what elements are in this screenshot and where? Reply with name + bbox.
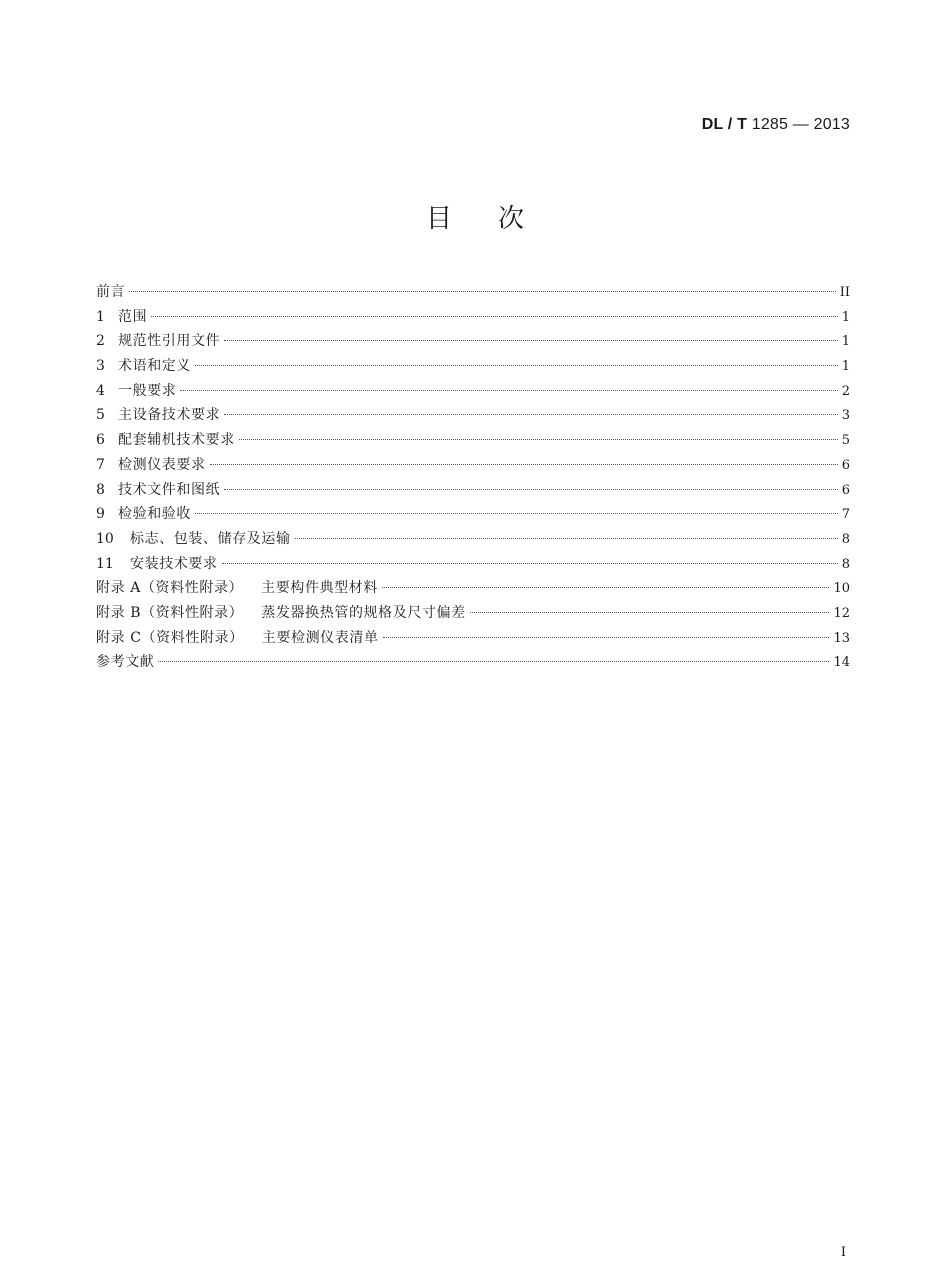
page-title: 目次 — [425, 204, 570, 234]
toc-entry-7[interactable] — [96, 453, 850, 478]
toc-entry-11[interactable] — [96, 552, 850, 577]
toc-entry-appendix-b[interactable] — [96, 601, 850, 626]
toc-entry-page: 1 — [841, 359, 850, 375]
toc-entry-label: 检测仪表要求 — [118, 456, 206, 473]
toc-entry-page: II — [839, 285, 850, 300]
toc-leader — [151, 316, 838, 317]
toc-entry-subtitle: 主要检测仪表清单 — [261, 629, 379, 646]
toc-leader — [129, 291, 836, 292]
toc-entry-9[interactable] — [96, 502, 850, 527]
toc-leader — [295, 538, 838, 539]
toc-entry-label: 规范性引用文件 — [118, 333, 221, 350]
toc-leader — [180, 390, 837, 391]
toc-entry-8[interactable] — [96, 478, 850, 503]
toc-entry-label: 附录 C（资料性附录） — [96, 629, 244, 646]
toc-leader — [158, 661, 829, 662]
page-number: I — [840, 1245, 846, 1260]
toc-entry-label: 附录 A（资料性附录） — [96, 580, 244, 597]
toc-entry-10[interactable] — [96, 527, 850, 552]
toc-entry-number: 2 — [96, 333, 105, 350]
toc-entry-4[interactable] — [96, 379, 850, 404]
toc-entry-label: 前言 — [96, 284, 126, 300]
toc-entry-number: 8 — [96, 481, 105, 498]
toc-entry-page: 8 — [841, 556, 850, 572]
toc-entry-label: 术语和定义 — [118, 358, 191, 375]
standard-code-prefix: DL / T — [701, 116, 748, 133]
toc-leader — [222, 563, 838, 564]
standard-code — [702, 116, 850, 134]
toc-entry-2[interactable] — [96, 329, 850, 354]
toc-leader — [210, 464, 838, 465]
toc-entry-page: 2 — [841, 383, 850, 399]
toc-entry-label: 范围 — [118, 308, 148, 325]
toc-entry-label: 技术文件和图纸 — [118, 481, 221, 498]
toc-entry-page: 10 — [833, 581, 850, 597]
toc-entry-subtitle: 蒸发器换热管的规格及尺寸偏差 — [261, 604, 466, 621]
toc-entry-number: 5 — [96, 407, 105, 424]
toc-entry-number: 4 — [96, 382, 105, 399]
toc-leader — [239, 439, 838, 440]
toc-leader — [224, 340, 838, 341]
toc-entry-5[interactable] — [96, 403, 850, 428]
toc-entry-number: 10 — [96, 530, 114, 547]
toc-entry-label: 标志、包装、储存及运输 — [130, 530, 291, 547]
toc-leader — [195, 365, 838, 366]
toc-entry-6[interactable] — [96, 428, 850, 453]
toc-entry-page: 13 — [833, 630, 850, 646]
toc-entry-number: 3 — [96, 358, 105, 375]
toc-entry-label: 一般要求 — [118, 382, 177, 399]
toc-entry-label: 检验和验收 — [118, 506, 191, 523]
toc-entry-number: 6 — [96, 432, 105, 449]
toc-entry-page: 1 — [841, 309, 850, 325]
standard-code-number: 1285 — 2013 — [751, 116, 850, 133]
toc-entry-page: 12 — [833, 605, 850, 621]
toc-leader — [382, 587, 829, 588]
toc-leader — [224, 489, 838, 490]
toc-entry-page: 8 — [841, 531, 850, 547]
toc-leader — [383, 637, 830, 638]
toc-entry-label: 主设备技术要求 — [118, 407, 221, 424]
toc-entry-number: 11 — [96, 555, 114, 572]
toc-entry-page: 5 — [841, 433, 850, 449]
toc-entry-appendix-c[interactable] — [96, 626, 850, 651]
toc-entry-appendix-a[interactable] — [96, 576, 850, 601]
toc-entry-number: 7 — [96, 456, 105, 473]
toc-entry-page: 14 — [833, 655, 850, 671]
toc-entry-page: 3 — [841, 408, 850, 424]
toc-entry-foreword[interactable] — [96, 280, 850, 305]
toc-entry-label: 附录 B（资料性附录） — [96, 604, 244, 621]
toc-leader — [470, 612, 830, 613]
toc-entry-subtitle: 主要构件典型材料 — [261, 580, 378, 597]
toc-entry-label: 配套辅机技术要求 — [118, 432, 235, 449]
table-of-contents — [96, 280, 850, 675]
toc-entry-page: 7 — [841, 507, 850, 523]
toc-leader — [195, 513, 838, 514]
toc-entry-page: 6 — [841, 457, 850, 473]
toc-entry-number: 9 — [96, 506, 105, 523]
toc-entry-number: 1 — [96, 308, 105, 325]
toc-entry-references[interactable] — [96, 650, 850, 675]
toc-entry-label: 安装技术要求 — [130, 555, 218, 572]
toc-leader — [224, 414, 838, 415]
toc-entry-1[interactable] — [96, 305, 850, 330]
toc-entry-page: 6 — [841, 482, 850, 498]
toc-entry-page: 1 — [841, 334, 850, 350]
toc-entry-3[interactable] — [96, 354, 850, 379]
toc-entry-label: 参考文献 — [96, 654, 155, 671]
